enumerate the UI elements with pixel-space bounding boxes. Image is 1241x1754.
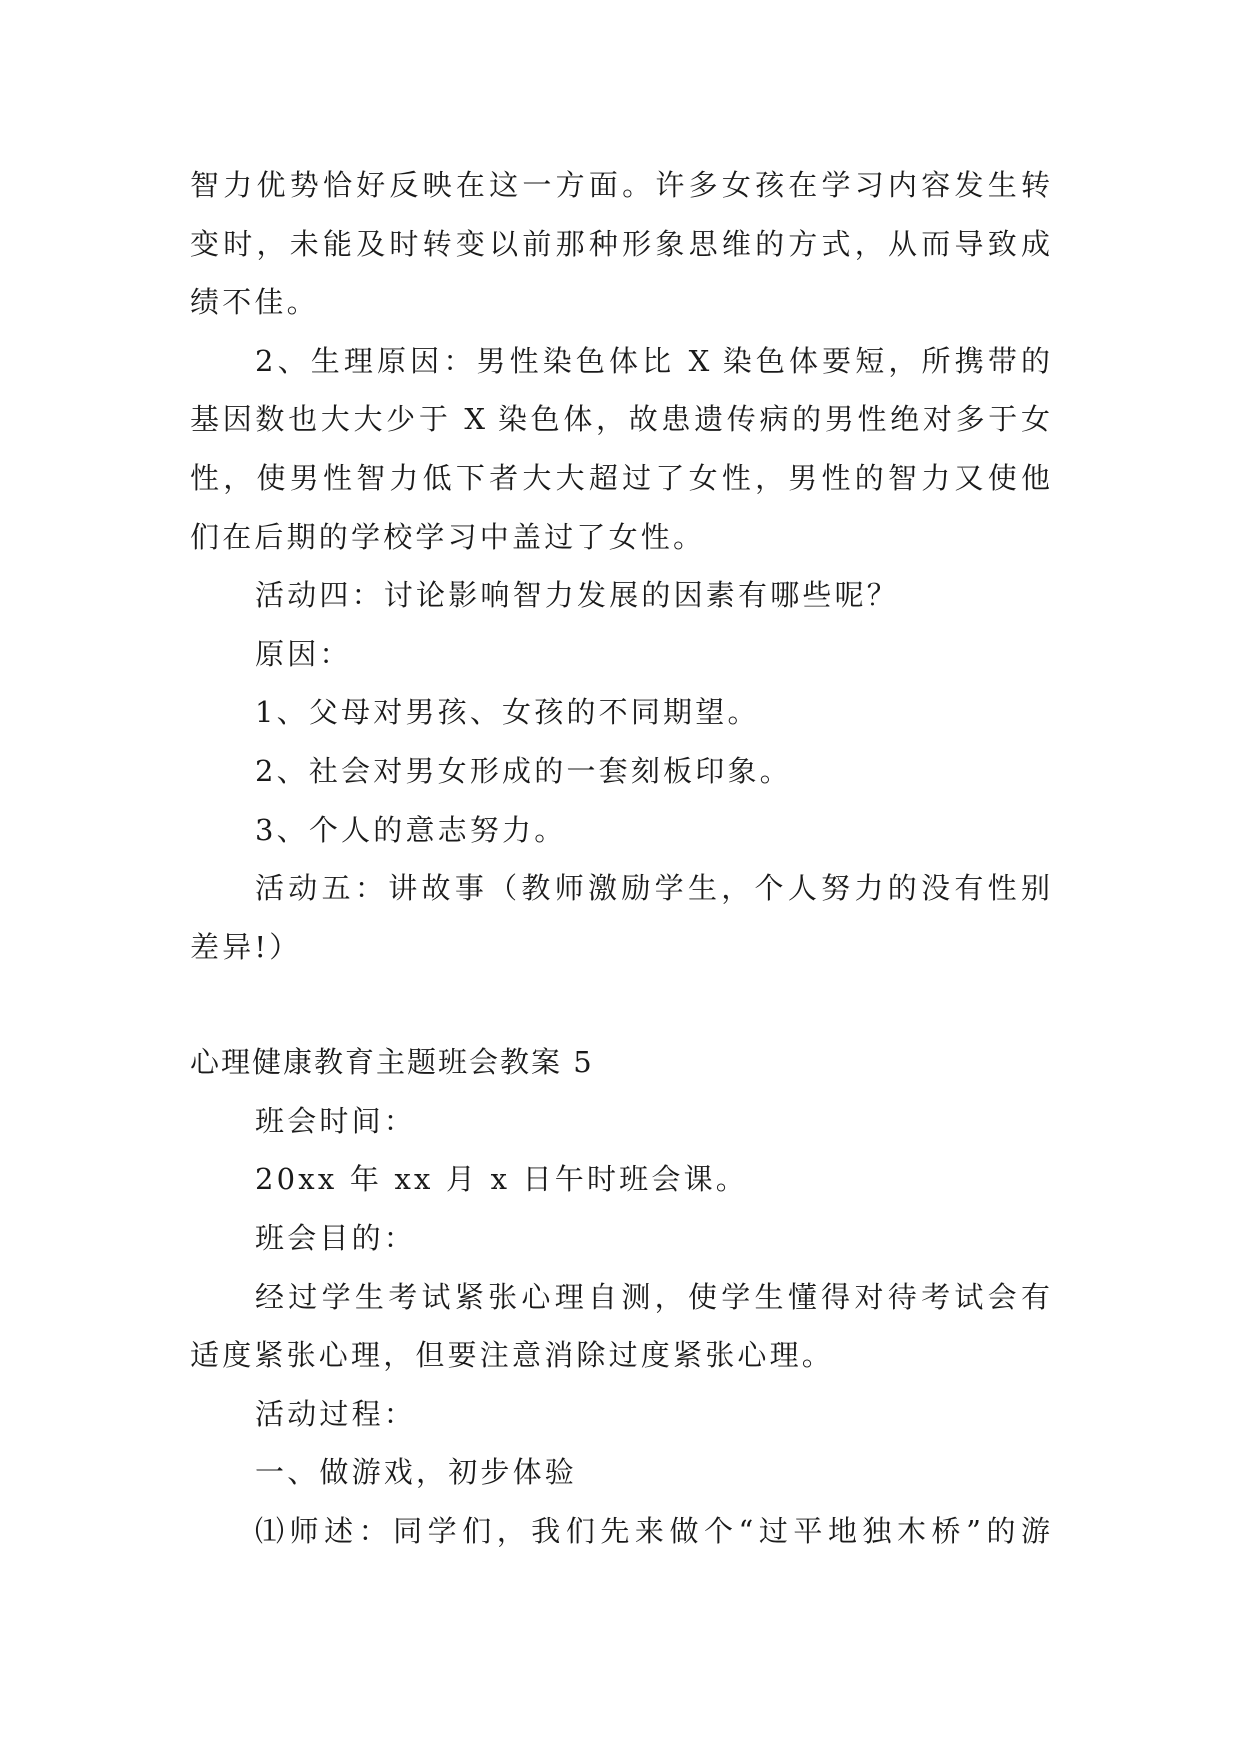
paragraph-line: 班会目的： [255, 1221, 417, 1255]
paragraph-line: 活动四：讨论影响智力发展的因素有哪些呢？ [255, 578, 900, 612]
list-item: 3、个人的意志努力。 [255, 813, 567, 847]
list-item: 2、社会对男女形成的一套刻板印象。 [255, 754, 792, 788]
paragraph-line: 活动五：讲故事（教师激励学生，个人努力的没有性别 [255, 871, 1050, 905]
paragraph-line: 绩不佳。 [190, 285, 319, 319]
paragraph-line: 原因： [255, 637, 352, 671]
paragraph-line: ⑴师述：同学们，我们先来做个“过平地独木桥”的游 [255, 1514, 1050, 1548]
paragraph-line: 班会时间： [255, 1104, 417, 1138]
paragraph-line: 变时，未能及时转变以前那种形象思维的方式，从而导致成 [190, 227, 1050, 261]
paragraph-line: 20xx 年 xx 月 x 日午时班会课。 [255, 1162, 748, 1196]
paragraph-line: 差异!） [190, 930, 302, 964]
paragraph-line: 2、生理原因：男性染色体比 X 染色体要短，所携带的 [255, 344, 1050, 378]
list-item: 1、父母对男孩、女孩的不同期望。 [255, 695, 760, 729]
section-title: 心理健康教育主题班会教案 5 [190, 1045, 594, 1079]
paragraph-line: 基因数也大大少于 X 染色体，故患遗传病的男性绝对多于女 [190, 402, 1050, 436]
paragraph-line: 适度紧张心理，但要注意消除过度紧张心理。 [190, 1338, 835, 1372]
paragraph-line: 智力优势恰好反映在这一方面。许多女孩在学习内容发生转 [190, 168, 1050, 202]
paragraph-line: 们在后期的学校学习中盖过了女性。 [190, 520, 706, 554]
paragraph-line: 一、做游戏，初步体验 [255, 1455, 578, 1489]
paragraph-line: 经过学生考试紧张心理自测，使学生懂得对待考试会有 [255, 1280, 1050, 1314]
paragraph-line: 性，使男性智力低下者大大超过了女性，男性的智力又使他 [190, 461, 1050, 495]
paragraph-line: 活动过程： [255, 1397, 417, 1431]
